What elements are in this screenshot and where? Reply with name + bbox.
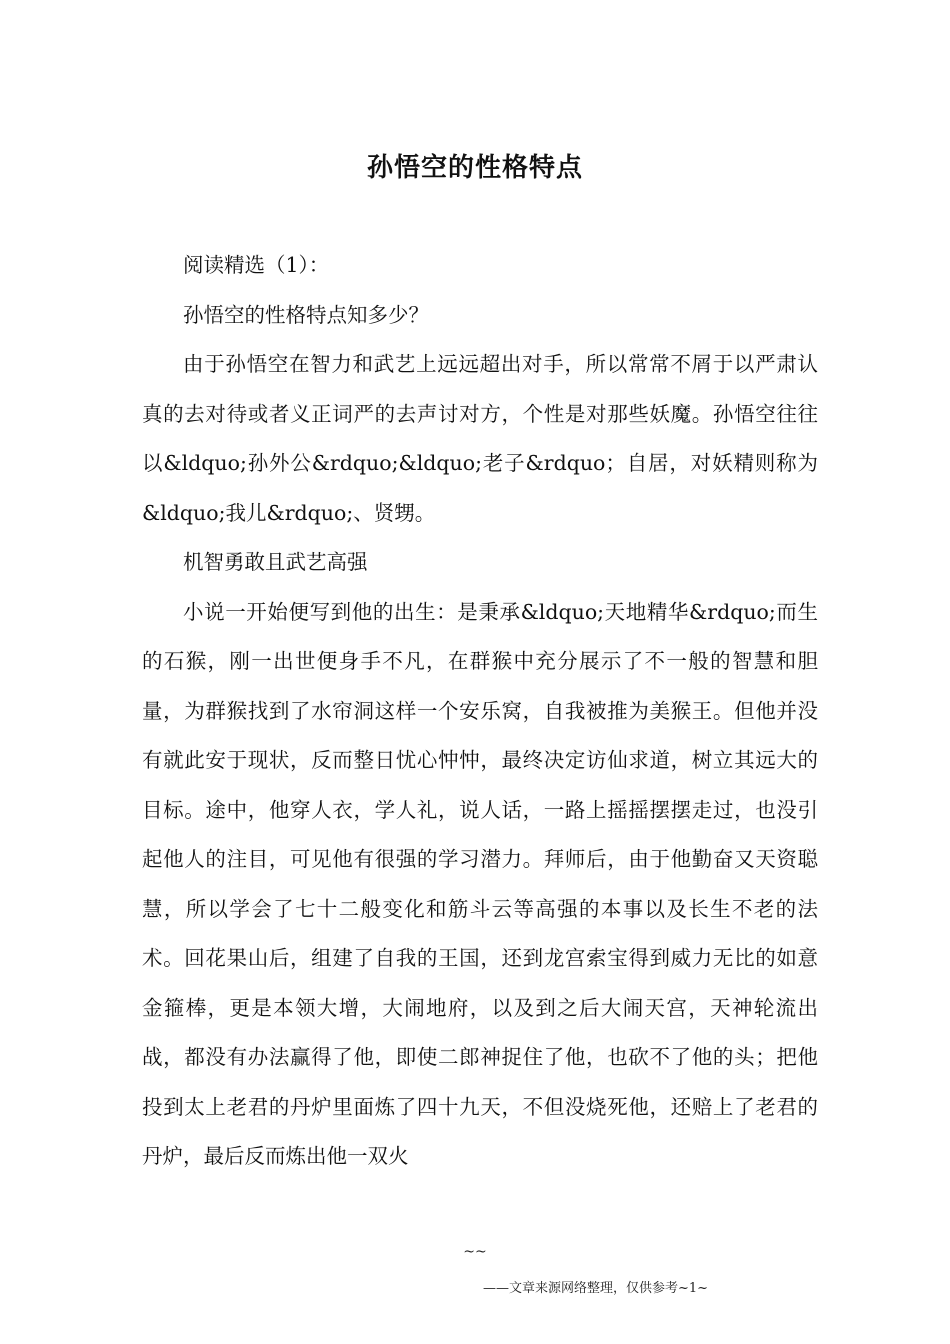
paragraph-heading-brave: 机智勇敢且武艺高强 [183,550,368,574]
document-title: 孙悟空的性格特点 [366,153,583,183]
paragraph-intro: 阅读精选（1）： [183,253,330,277]
document-body [142,241,818,1182]
paragraph-personality: 由于孙悟空在智力和武艺上远远超出对手，所以常常不屑于以严肃认真的去对待或者义正词严的去声讨对方，个性是对那些妖魔。孙悟空往往以&ldquo;孙外公&rdquo;&ldquo;老子&rdquo；自居，对妖精则称为&ldquo;我儿&rdquo;、贤甥。 [142,352,818,525]
paragraph-question: 孙悟空的性格特点知多少？ [183,302,429,327]
paragraph-story: 小说一开始便写到他的出生：是秉承&ldquo;天地精华&rdquo;而生的石猴，刚一出世便身手不凡，在群猴中充分展示了不一般的智慧和胆量，为群猴找到了水帘洞这样一个安乐窝，自我被推为美猴王。但他并没有就此安于现状，反而整日忧心忡忡，最终决定访仙求道，树立其远大的目标。途中，他穿人衣，学人礼，说人话，一路上摇摇摆摆走过，也没引起他人的注目，可见他有很强的学习潜力。拜师后，由于他勤奋又天资聪慧，所以学会了七十二般变化和筋斗云等高强的本事以及长生不老的法术。回花果山后，组建了自我的王国，还到龙宫索宝得到威力无比的如意金箍棒，更是本领大增，大闹地府，以及到之后大闹天宫，天神轮流出战，都没有办法赢得了他，即使二郎神捉住了他，也砍不了他的头；把他投到太上老君的丹炉里面炼了四十九天，不但没烧死他，还赔上了老君的丹炉，最后反而炼出他一双火 [142,599,818,1168]
footer-source-note: ——文章来源网络整理，仅供参考~1~ [483,1281,709,1296]
footer-mark: ~~ [463,1244,487,1260]
